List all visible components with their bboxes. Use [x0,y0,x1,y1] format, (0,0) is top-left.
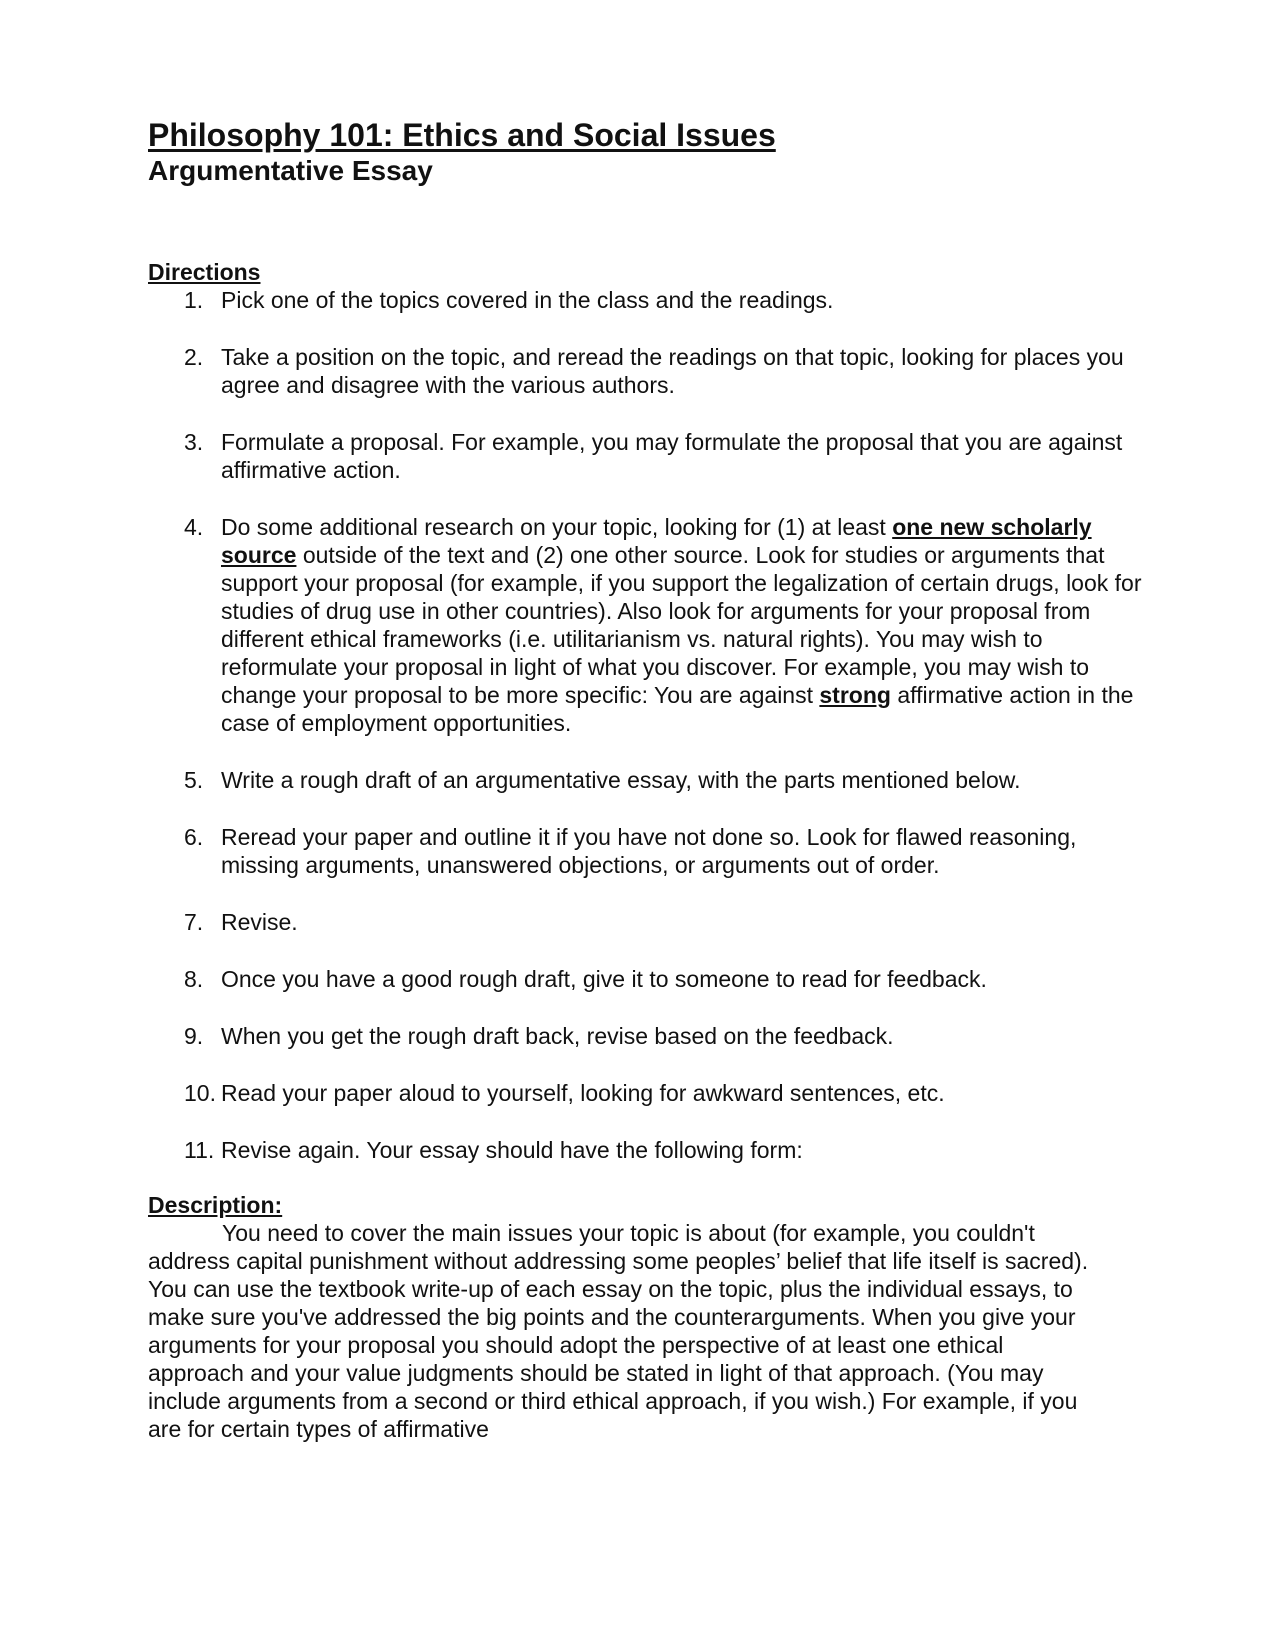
list-item-text: Write a rough draft of an argumentative essay, with the parts mentioned below. [221,767,1021,793]
list-item [148,1022,1148,1050]
list-item [148,343,1148,399]
list-item-text: Read your paper aloud to yourself, looking for awkward sentences, etc. [221,1080,945,1106]
list-item [148,823,1148,879]
list-item [148,428,1148,484]
list-item-number: 3. [184,429,204,455]
list-item-text: Once you have a good rough draft, give it to someone to read for feedback. [221,966,987,992]
list-item-text: When you get the rough draft back, revise based on the feedback. [221,1023,894,1049]
document-title: Philosophy 101: Ethics and Social Issues [148,117,776,153]
description-paragraph: You need to cover the main issues your topic is about (for example, you couldn't address capital punishment without addressing some peoples’ belief that life itself is sacred). You can use the textbook write-up of each essay on the topic, plus the individual essays, to make sure you've addressed the big points and the counterarguments. When you give your arguments for your proposal you should adopt the perspective of at least one ethical approach and your value judgments should be stated in light of that approach. (You may include arguments from a second or third ethical approach, if you wish.) For example, if you are for certain types of affirmative [148,1220,1089,1442]
list-item-text: Formulate a proposal. For example, you may formulate the proposal that you are against affirmative action. [221,429,1123,483]
list-item-number: 6. [184,824,204,850]
document-page [148,116,1148,1443]
list-item-text: Revise. [221,909,298,935]
list-item-text-part: outside of the text and (2) one other source. Look for studies or arguments that support your proposal (for example, if you support the legalization of certain drugs, look for studies of drug use in other countries). Also look for arguments for your proposal from different ethical frameworks (i.e. utilitarianism vs. natural rights). You may wish to reformulate your proposal in light of what you discover. For example, you may wish to change your proposal to be more specific: You are against [221,542,1142,708]
directions-list [148,286,1148,1164]
list-item-text: Revise again. Your essay should have the following form: [221,1137,803,1163]
list-item [148,1079,1148,1107]
description-heading: Description: [148,1192,283,1218]
list-item-number: 4. [184,514,204,540]
list-item-text [221,514,1142,736]
list-item-text-part: affirmative action in the case of employment opportunities. [221,682,1134,736]
list-item [148,286,1148,314]
document-subtitle: Argumentative Essay [148,155,433,186]
directions-heading: Directions [148,259,261,285]
list-item-number: 10. [184,1080,216,1106]
list-item-text: Reread your paper and outline it if you have not done so. Look for flawed reasoning, missing arguments, unanswered objections, or arguments out of order. [221,824,1077,878]
list-item [148,1136,1148,1164]
list-item-number: 7. [184,909,204,935]
list-item-text: Pick one of the topics covered in the class and the readings. [221,287,834,313]
list-item [148,908,1148,936]
list-item-text: Take a position on the topic, and reread the readings on that topic, looking for places you agree and disagree with the various authors. [221,344,1124,398]
list-item-text-part: Do some additional research on your topic, looking for (1) at least [221,514,893,540]
list-item-number: 11. [184,1137,215,1163]
list-item [148,766,1148,794]
list-item [148,965,1148,993]
list-item-number: 8. [184,966,204,992]
list-item-number: 9. [184,1023,204,1049]
list-item-number: 1. [184,287,204,313]
list-item-number: 2. [184,344,204,370]
emphasis-strong: strong [819,682,891,708]
list-item-number: 5. [184,767,204,793]
list-item [148,513,1148,737]
emphasis-one-new-scholarly-source: one new scholarly source [221,514,1092,568]
